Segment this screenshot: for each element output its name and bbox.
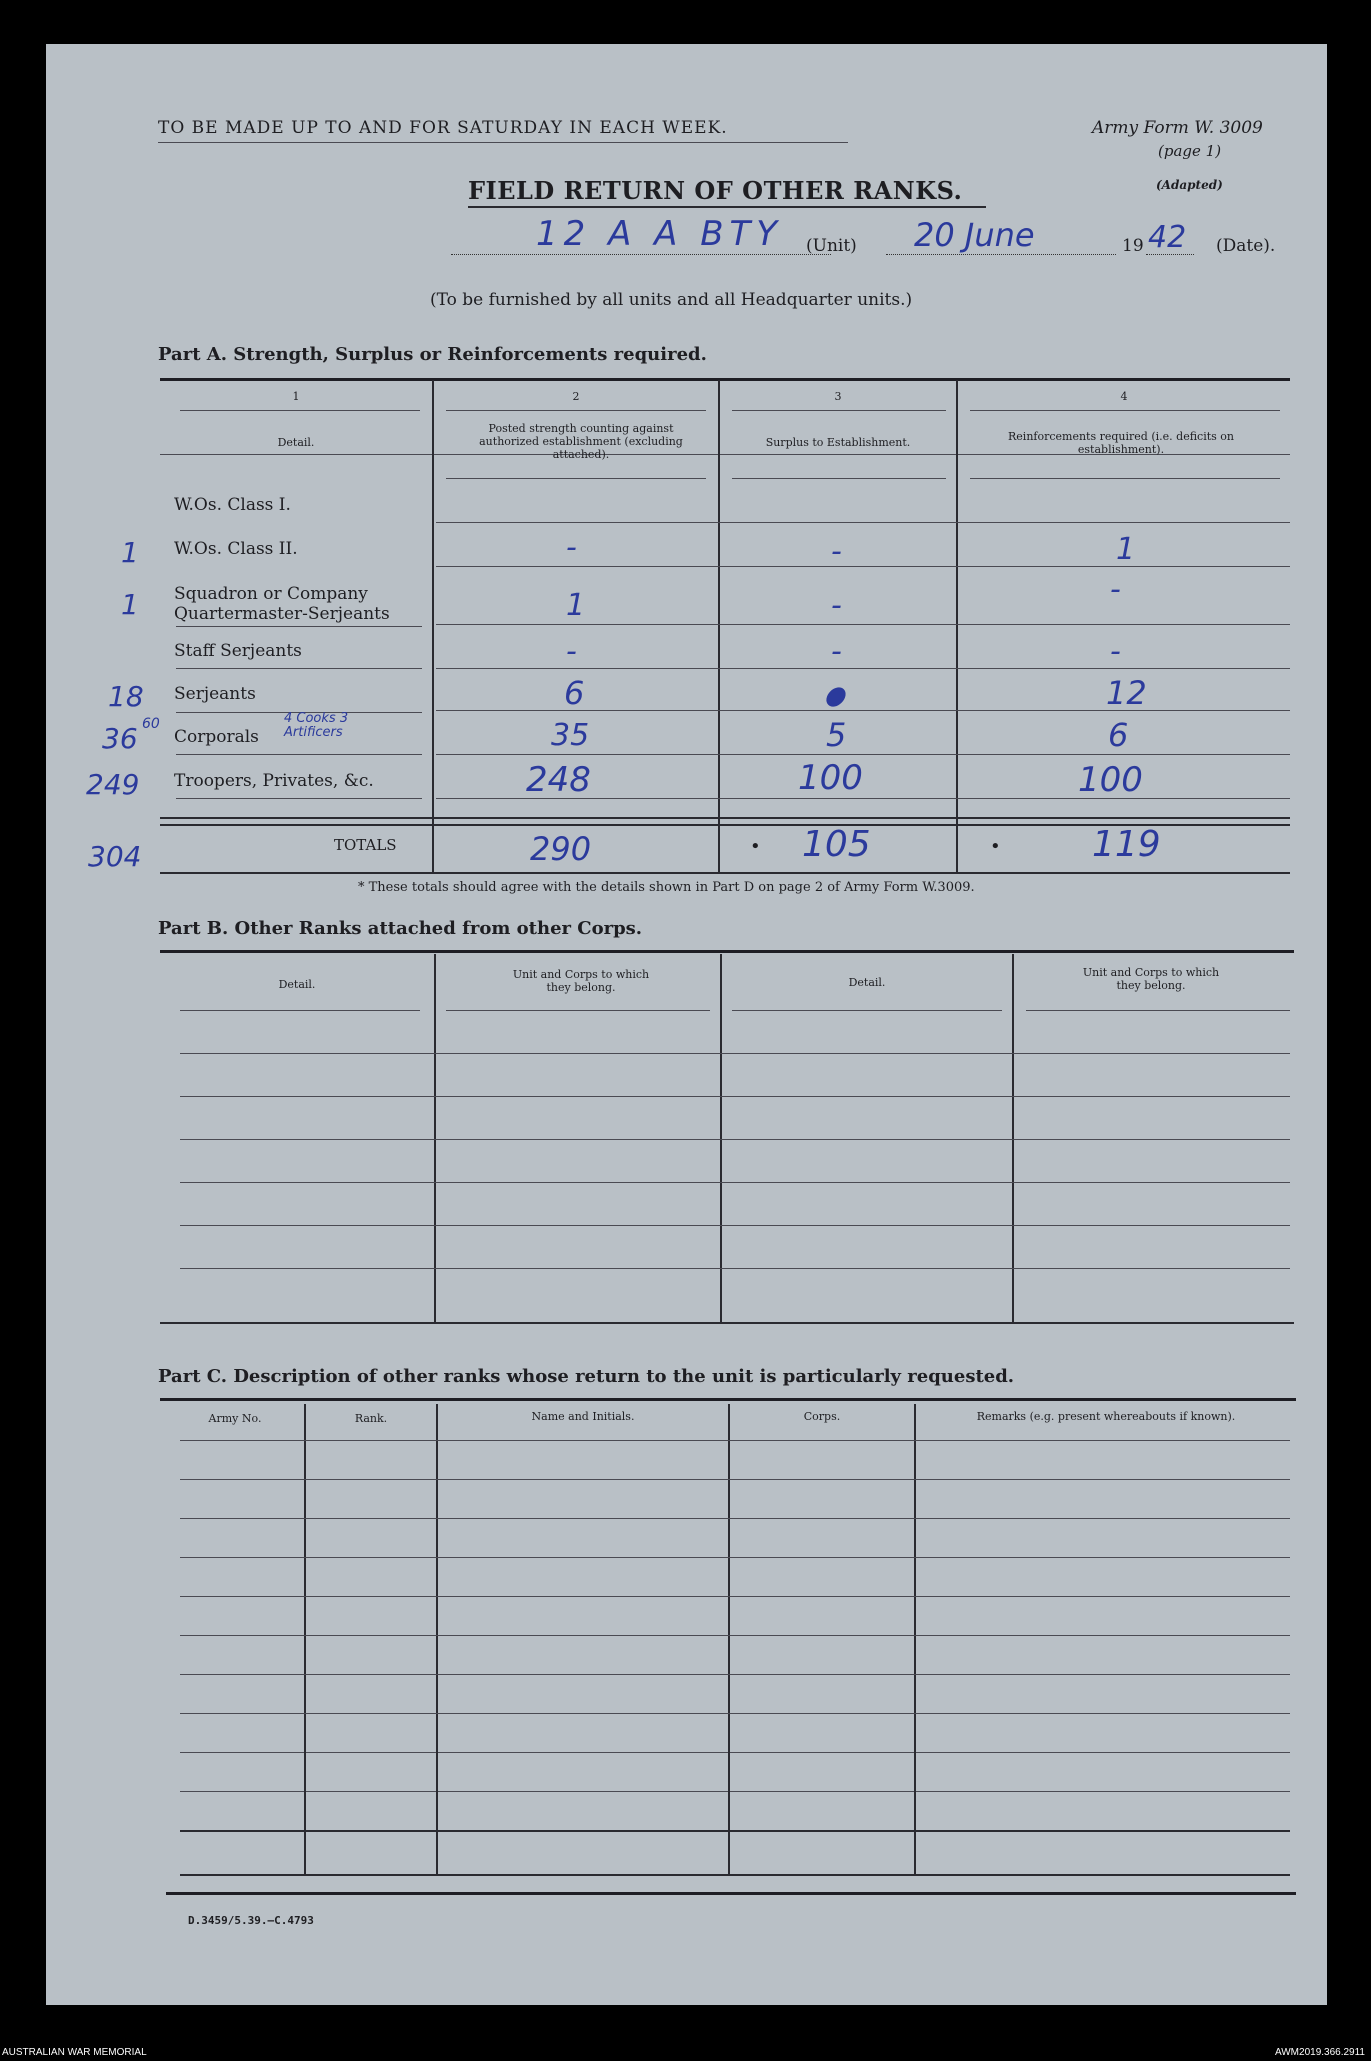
part-c-line-8	[180, 1713, 1290, 1714]
part-a-totals-top-rule	[160, 817, 1290, 819]
part-b-line-3	[180, 1096, 1290, 1097]
totals-col2: 290	[530, 830, 592, 868]
part-b-col-divider-1	[434, 954, 436, 1322]
row-wo2-label: W.Os. Class II.	[174, 539, 298, 559]
col-4-number: 4	[1120, 390, 1128, 403]
part-c-line-3	[180, 1518, 1290, 1519]
part-b-line-4	[180, 1139, 1290, 1140]
part-c-line-5	[180, 1596, 1290, 1597]
form-title: FIELD RETURN OF OTHER RANKS.	[468, 176, 963, 205]
part-b-line-5	[180, 1182, 1290, 1183]
part-b-top-rule	[160, 950, 1294, 953]
col-number-rule-2	[446, 410, 706, 411]
col-number-rule-1	[180, 410, 420, 411]
part-c-line-6	[180, 1635, 1290, 1636]
unit-handwritten: 12 A A BTY	[536, 214, 784, 254]
part-c-col-2-label: Rank.	[354, 1412, 388, 1425]
col-3-number: 3	[834, 390, 842, 403]
part-b-bottom-rule	[160, 1322, 1294, 1324]
part-c-line-7	[180, 1674, 1290, 1675]
unit-dotted-line	[451, 254, 831, 255]
unit-label: (Unit)	[806, 236, 857, 256]
part-c-bottom-rule	[166, 1892, 1296, 1895]
col-2-label: Posted strength counting against authorized establishment (excluding attached).	[479, 422, 683, 461]
part-b-col-4-label: Unit and Corps to which they belong.	[1082, 966, 1220, 992]
part-b-line-1c	[732, 1010, 1002, 1011]
part-b-line-1b	[446, 1010, 710, 1011]
furnished-note: (To be furnished by all units and all Headquarter units.)	[430, 290, 913, 310]
row-serjeants-col3-blot	[823, 684, 850, 711]
print-code: D.3459/5.39.—C.4793	[188, 1914, 314, 1927]
row-corporals-note: 4 Cooks 3 Artificers	[284, 711, 349, 740]
page-number: (page 1)	[1158, 142, 1222, 160]
totals-footnote: * These totals should agree with the details shown in Part D on page 2 of Army Form W.3009.	[358, 880, 975, 895]
row-wo2-col2: -	[566, 530, 577, 565]
label-rule-staff	[176, 668, 422, 669]
part-c-col-divider-1b	[304, 1726, 306, 1874]
part-c-col-divider-3b	[728, 1726, 730, 1874]
part-b-line-2	[180, 1053, 1290, 1054]
part-a-top-rule	[160, 378, 1290, 381]
row-corporals-col4: 6	[1108, 716, 1129, 754]
part-c-col-1-label: Army No.	[208, 1412, 262, 1425]
row-staff-label: Staff Serjeants	[174, 641, 302, 661]
totals-col4: 119	[1092, 824, 1161, 865]
date-dotted-line	[886, 254, 1116, 255]
row-troopers-col2: 248	[526, 760, 591, 800]
date-handwritten: 20 June	[914, 216, 1035, 254]
row-corporals-label: Corporals	[174, 727, 259, 747]
row-rule-3	[436, 624, 1290, 625]
form-page	[46, 44, 1327, 2005]
part-b-col-1-label: Detail.	[278, 978, 316, 991]
row-corporals-margin: 36	[102, 722, 138, 755]
part-b-line-6	[180, 1225, 1290, 1226]
part-c-line-2	[180, 1479, 1290, 1480]
row-rule-1	[436, 522, 1290, 523]
row-staff-col4: -	[1110, 634, 1121, 669]
part-c-line-9	[180, 1752, 1290, 1753]
footer-right-text: AWM2019.366.2911	[1274, 2047, 1365, 2058]
col-label-rule-4	[970, 478, 1280, 479]
part-c-col-divider-2b	[436, 1726, 438, 1874]
part-c-line-10	[180, 1791, 1290, 1792]
part-b-col-divider-3	[1012, 954, 1014, 1322]
col-1-label: Detail.	[277, 436, 315, 449]
col-1-number: 1	[292, 390, 300, 403]
part-a-bottom-rule	[160, 872, 1290, 874]
part-c-col-divider-1	[304, 1404, 306, 1726]
label-rule-troopers	[176, 798, 422, 799]
part-b-line-1a	[180, 1010, 420, 1011]
row-rule-2	[436, 566, 1290, 567]
row-corporals-margin-sup: 60	[142, 716, 160, 732]
part-a-col-divider-1	[432, 380, 434, 872]
row-corporals-col2: 35	[551, 718, 590, 753]
row-troopers-margin: 249	[86, 768, 140, 801]
col-3-label: Surplus to Establishment.	[765, 436, 911, 449]
adapted-note: (Adapted)	[1156, 178, 1223, 192]
totals-col3: 105	[802, 824, 871, 865]
row-corporals-col3: 5	[826, 716, 847, 754]
part-c-line-11	[180, 1830, 1290, 1832]
part-c-col-divider-4b	[914, 1726, 916, 1874]
col-number-rule-3	[732, 410, 946, 411]
part-c-col-divider-3	[728, 1404, 730, 1726]
row-rule-6	[436, 754, 1290, 755]
part-c-line-1	[180, 1440, 1290, 1441]
part-b-col-2-label: Unit and Corps to which they belong.	[512, 968, 650, 994]
col-label-rule-2	[446, 478, 706, 479]
year-prefix: 19	[1122, 236, 1144, 256]
part-c-col-5-label: Remarks (e.g. present whereabouts if known).	[976, 1410, 1236, 1423]
col-4-label: Reinforcements required (i.e. deficits on establishment).	[1008, 430, 1234, 456]
part-b-line-7	[180, 1268, 1290, 1269]
row-staff-col3: -	[831, 634, 842, 669]
part-c-col-divider-4	[914, 1404, 916, 1726]
totals-col4-asterisk: •	[990, 836, 1001, 857]
instruction-underline	[158, 142, 848, 143]
part-c-line-4	[180, 1557, 1290, 1558]
part-b-line-1d	[1026, 1010, 1290, 1011]
row-wo2-col3: -	[831, 534, 842, 569]
part-b-col-3-label: Detail.	[848, 976, 886, 989]
title-underline	[468, 206, 986, 208]
totals-label: TOTALS	[334, 836, 397, 854]
label-rule-qms	[176, 626, 422, 627]
row-qms-col2: 1	[566, 588, 586, 623]
part-b-col-divider-2	[720, 954, 722, 1322]
row-staff-col2: -	[566, 634, 577, 669]
row-troopers-label: Troopers, Privates, &c.	[174, 771, 374, 791]
row-serjeants-col2: 6	[564, 674, 585, 712]
row-qms-label: Squadron or Company Quartermaster-Serjeants	[174, 584, 390, 624]
totals-col3-asterisk: •	[750, 836, 761, 857]
part-a-heading: Part A. Strength, Surplus or Reinforcements required.	[158, 344, 707, 365]
row-qms-margin: 1	[121, 588, 139, 621]
part-b-heading: Part B. Other Ranks attached from other Corps.	[158, 918, 643, 939]
row-rule-4	[436, 668, 1290, 669]
row-troopers-col3: 100	[798, 758, 863, 798]
row-serjeants-col4: 12	[1106, 674, 1147, 712]
row-wo1-label: W.Os. Class I.	[174, 495, 291, 515]
col-label-rule-3	[732, 478, 946, 479]
date-label: (Date).	[1216, 236, 1276, 256]
instruction-text: TO BE MADE UP TO AND FOR SATURDAY IN EACH WEEK.	[158, 118, 728, 138]
row-serjeants-label: Serjeants	[174, 684, 256, 704]
col-2-number: 2	[572, 390, 580, 403]
row-qms-col4: -	[1110, 572, 1121, 607]
row-serjeants-margin: 18	[108, 680, 144, 713]
part-c-top-rule	[160, 1398, 1296, 1401]
part-c-heading: Part C. Description of other ranks whose return to the unit is particularly requested.	[158, 1366, 1015, 1387]
part-c-col-4-label: Corps.	[803, 1410, 841, 1423]
year-handwritten: 42	[1148, 220, 1187, 255]
row-wo2-col4: 1	[1116, 532, 1136, 567]
row-troopers-col4: 100	[1078, 760, 1143, 800]
row-wo2-margin: 1	[121, 536, 139, 569]
footer-left-text: AUSTRALIAN WAR MEMORIAL	[2, 2047, 147, 2058]
part-c-line-12	[180, 1874, 1290, 1876]
form-number: Army Form W. 3009	[1092, 118, 1263, 138]
col-number-rule-4	[970, 410, 1280, 411]
part-c-col-3-label: Name and Initials.	[531, 1410, 635, 1423]
totals-margin: 304	[88, 840, 142, 873]
part-c-col-divider-2	[436, 1404, 438, 1726]
row-qms-col3: -	[831, 588, 842, 623]
label-rule-corporals	[176, 754, 422, 755]
